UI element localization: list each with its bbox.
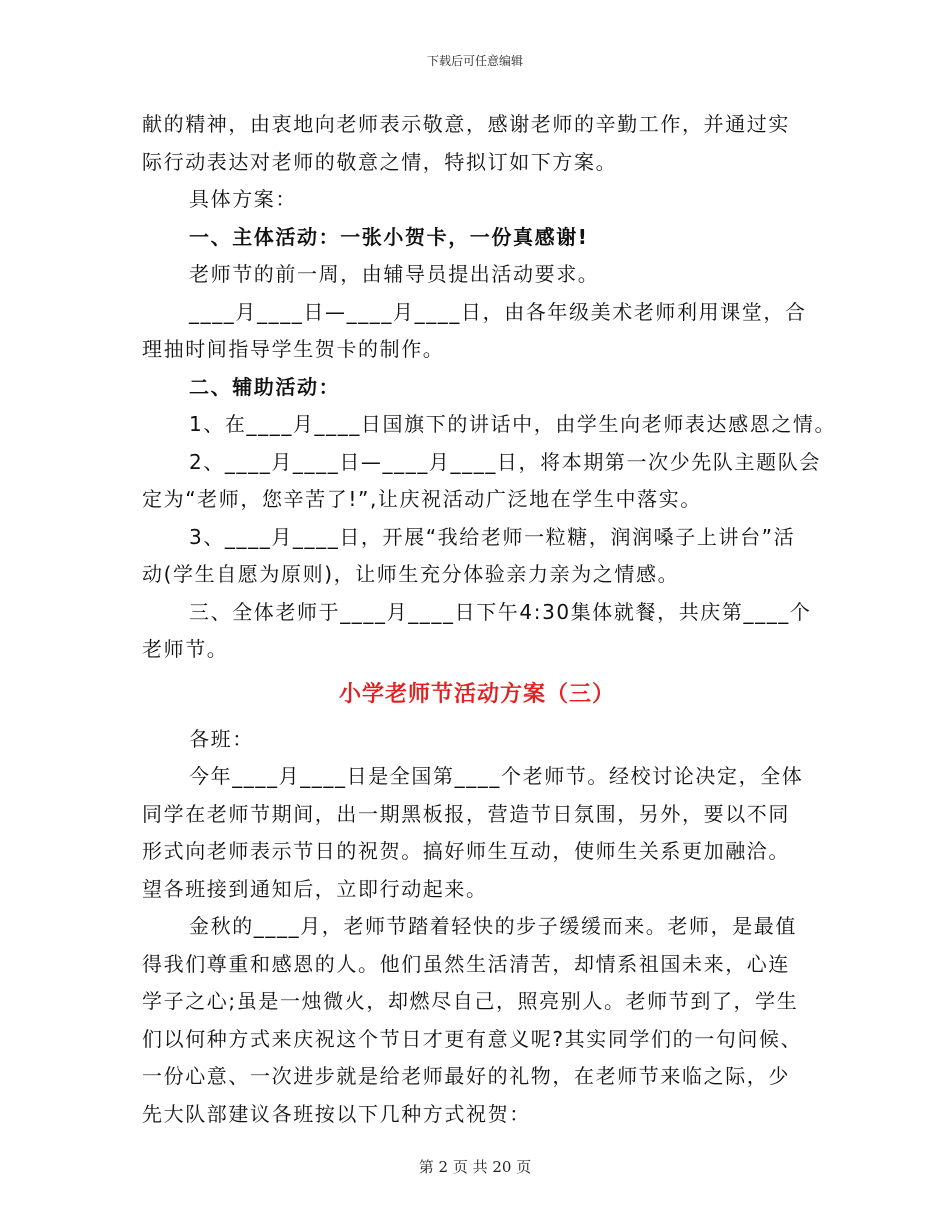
section-title: 小学老师节活动方案（三） (338, 681, 615, 707)
paragraph-line: 理抽时间指导学生贺卡的制作。 (142, 337, 445, 361)
paragraph-line: 定为“老师，您辛苦了!”,让庆祝活动广泛地在学生中落实。 (142, 487, 702, 511)
paragraph-line: 望各班接到通知后，立即行动起来。 (142, 876, 488, 901)
paragraph-line: 学子之心;虽是一烛微火，却燃尽自己，照亮别人。老师节到了，学生 (142, 989, 799, 1013)
paragraph-line: 金秋的____月，老师节踏着轻快的步子缓缓而来。老师，是最值 (189, 914, 797, 938)
list-item: 2、____月____日—____月____日，将本期第一次少先队主题队会 (189, 449, 821, 474)
paragraph-line: 一份心意、一次进步就是给老师最好的礼物，在老师节来临之际，少 (142, 1064, 790, 1088)
page-footer: 第 2 页 共 20 页 (418, 1158, 532, 1176)
paragraph-line: 三、全体老师于____月____日下午4:30集体就餐，共庆第____个 (189, 599, 812, 624)
paragraph-line: 具体方案： (189, 187, 297, 211)
document-body (142, 106, 837, 1133)
paragraph-line: 各班： (189, 726, 254, 751)
paragraph-line: 形式向老师表示节日的祝贺。搞好师生互动，使师生关系更加融洽。 (142, 839, 790, 863)
list-item: 1、在____月____日国旗下的讲话中，由学生向老师表达感恩之情。 (189, 412, 837, 436)
paragraph-line: 老师节的前一周，由辅导员提出活动要求。 (189, 262, 600, 286)
paragraph-line: 动(学生自愿为原则)，让师生充分体验亲力亲为之情感。 (142, 562, 680, 586)
paragraph-line: 老师节。 (142, 637, 229, 661)
paragraph-line: ____月____日—____月____日，由各年级美术老师利用课堂，合 (189, 299, 807, 324)
list-item: 3、____月____日，开展“我给老师一粒糖，润润嗓子上讲台”活 (189, 524, 796, 549)
section-heading: 二、辅助活动： (189, 374, 341, 399)
page-header: 下载后可任意编辑 (426, 54, 523, 68)
paragraph-line: 献的精神，由衷地向老师表示敬意，感谢老师的辛勤工作，并通过实 (142, 112, 790, 136)
paragraph-line: 先大队部建议各班按以下几种方式祝贺： (142, 1101, 531, 1126)
paragraph-line: 们以何种方式来庆祝这个节日才更有意义呢?其实同学们的一句问候、 (142, 1026, 803, 1051)
paragraph-line: 际行动表达对老师的敬意之情，特拟订如下方案。 (142, 149, 618, 174)
paragraph-line: 今年____月____日是全国第____个老师节。经校讨论决定，全体 (189, 764, 804, 788)
section-heading: 一、主体活动：一张小贺卡，一份真感谢! (189, 224, 589, 249)
paragraph-line: 同学在老师节期间，出一期黑板报，营造节日氛围，另外，要以不同 (142, 801, 790, 826)
paragraph-line: 得我们尊重和感恩的人。他们虽然生活清苦，却情系祖国未来，心连 (142, 951, 790, 976)
